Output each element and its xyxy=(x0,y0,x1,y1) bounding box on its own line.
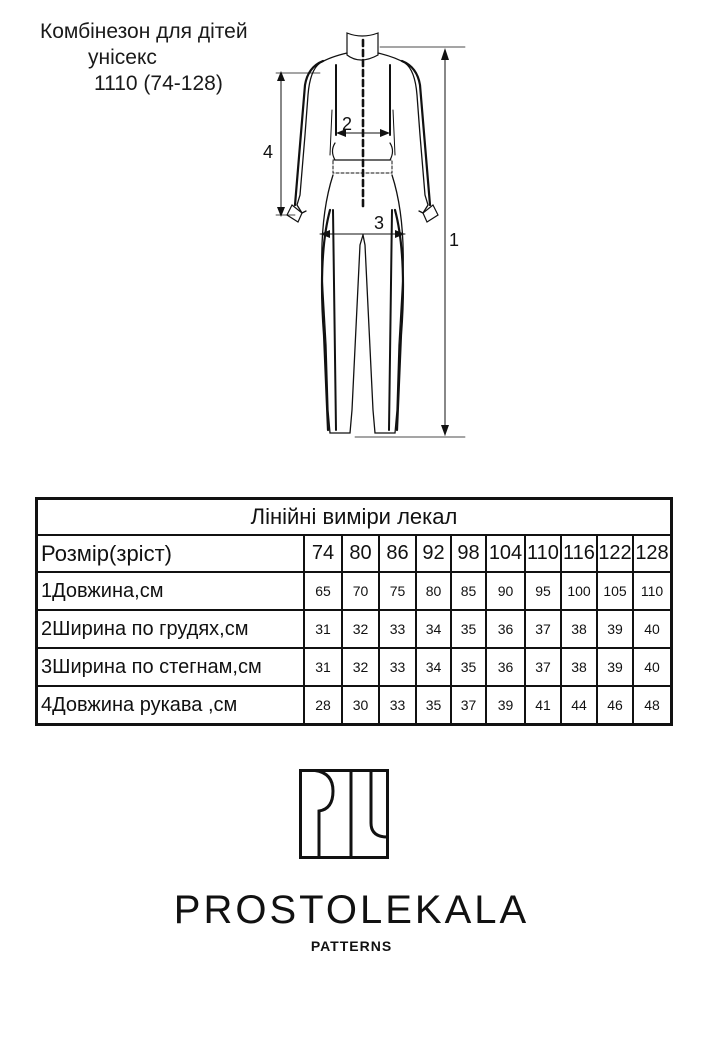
product-title: Комбінезон для дітей xyxy=(40,20,248,43)
row-label: 3Ширина по стегнам,см xyxy=(37,648,305,686)
dimension-label-3: 3 xyxy=(374,213,385,233)
table-header-row xyxy=(37,535,672,572)
cell: 28 xyxy=(304,686,342,725)
table-caption: Лінійні виміри лекал xyxy=(37,499,672,536)
cell: 38 xyxy=(561,648,597,686)
cell: 80 xyxy=(416,572,451,610)
product-code: 1110 (74-128) xyxy=(94,72,223,95)
size-col: 92 xyxy=(416,535,451,572)
cell: 34 xyxy=(416,610,451,648)
cell: 65 xyxy=(304,572,342,610)
table-row xyxy=(37,610,672,648)
cell: 39 xyxy=(486,686,525,725)
dimension-label-1: 1 xyxy=(449,230,460,250)
cell: 41 xyxy=(525,686,561,725)
row-label: 1Довжина,см xyxy=(37,572,305,610)
cell: 44 xyxy=(561,686,597,725)
cell: 35 xyxy=(451,610,486,648)
brand-logo-icon xyxy=(299,769,389,859)
cell: 33 xyxy=(379,610,416,648)
size-col: 122 xyxy=(597,535,633,572)
table-row xyxy=(37,648,672,686)
cell: 36 xyxy=(486,610,525,648)
brand-name: PROSTOLEKALA xyxy=(173,888,530,932)
cell: 33 xyxy=(379,686,416,725)
size-col: 86 xyxy=(379,535,416,572)
size-col: 128 xyxy=(633,535,672,572)
size-col: 116 xyxy=(561,535,597,572)
cell: 31 xyxy=(304,610,342,648)
table-row xyxy=(37,686,672,725)
cell: 90 xyxy=(486,572,525,610)
dimension-label-2: 2 xyxy=(342,114,353,134)
product-subtitle: унісекс xyxy=(88,46,157,69)
cell: 40 xyxy=(633,648,672,686)
cell: 32 xyxy=(342,610,379,648)
cell: 85 xyxy=(451,572,486,610)
cell: 35 xyxy=(416,686,451,725)
cell: 105 xyxy=(597,572,633,610)
cell: 30 xyxy=(342,686,379,725)
size-col: 98 xyxy=(451,535,486,572)
cell: 31 xyxy=(304,648,342,686)
cell: 40 xyxy=(633,610,672,648)
cell: 32 xyxy=(342,648,379,686)
cell: 37 xyxy=(451,686,486,725)
cell: 34 xyxy=(416,648,451,686)
cell: 38 xyxy=(561,610,597,648)
size-col: 74 xyxy=(304,535,342,572)
cell: 39 xyxy=(597,648,633,686)
cell: 110 xyxy=(633,572,672,610)
cell: 39 xyxy=(597,610,633,648)
size-col: 104 xyxy=(486,535,525,572)
size-col: 80 xyxy=(342,535,379,572)
size-header: Розмір(зріст) xyxy=(37,535,305,572)
table-row xyxy=(37,572,672,610)
cell: 48 xyxy=(633,686,672,725)
cell: 75 xyxy=(379,572,416,610)
cell: 35 xyxy=(451,648,486,686)
dimension-label-4: 4 xyxy=(263,142,274,162)
row-label: 4Довжина рукава ,см xyxy=(37,686,305,725)
cell: 33 xyxy=(379,648,416,686)
cell: 70 xyxy=(342,572,379,610)
cell: 95 xyxy=(525,572,561,610)
cell: 100 xyxy=(561,572,597,610)
cell: 37 xyxy=(525,610,561,648)
brand-subtitle: PATTERNS xyxy=(310,938,393,954)
measurements-table xyxy=(35,497,673,726)
size-col: 110 xyxy=(525,535,561,572)
cell: 37 xyxy=(525,648,561,686)
row-label: 2Ширина по грудях,см xyxy=(37,610,305,648)
cell: 36 xyxy=(486,648,525,686)
cell: 46 xyxy=(597,686,633,725)
